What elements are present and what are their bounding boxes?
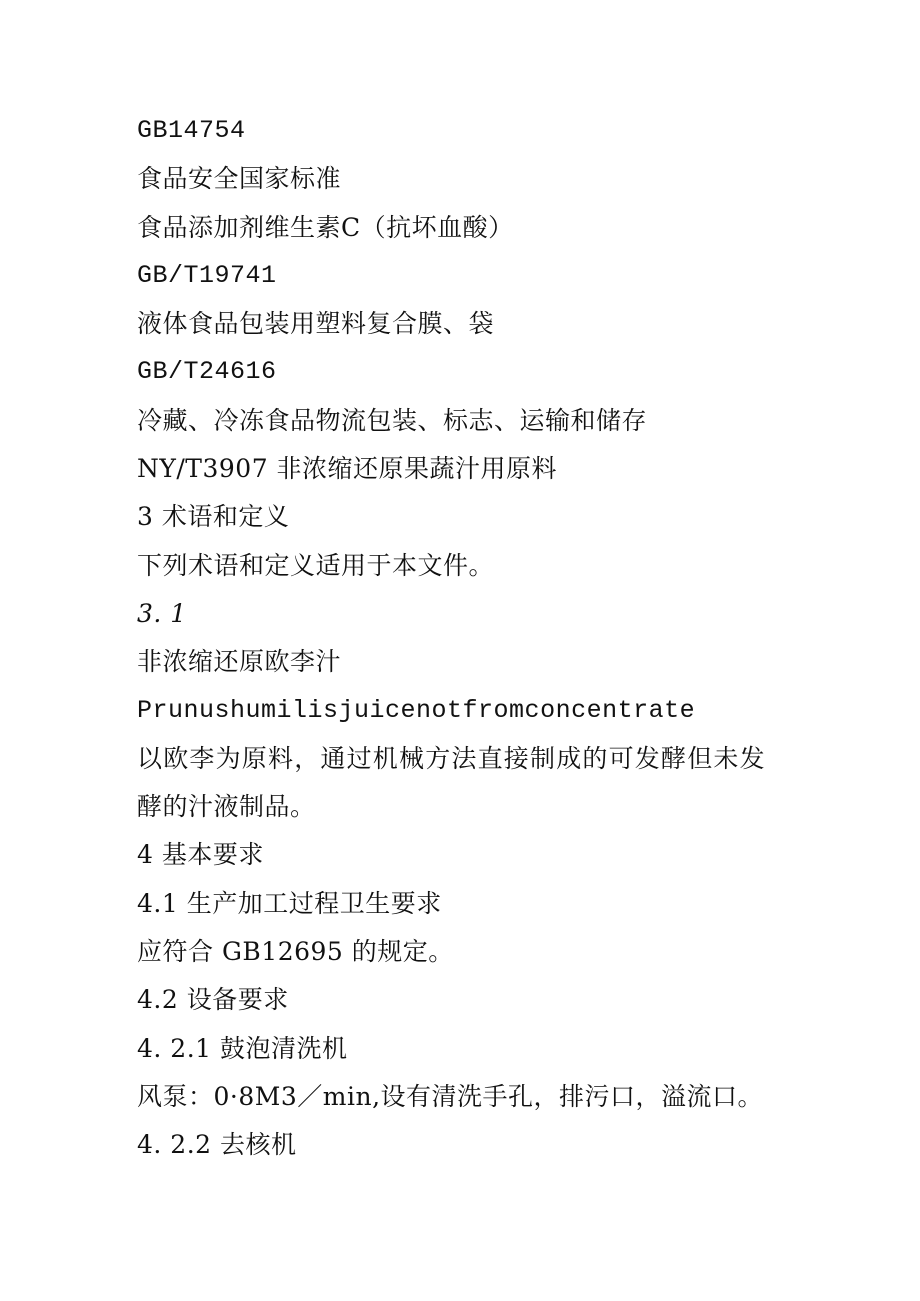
clause-4-2-1-text: 风泵：0·8M3／min,设有清洗手孔，排污口，溢流口。: [137, 1081, 764, 1111]
term-chinese: 非浓缩还原欧李汁: [137, 647, 342, 677]
clause-4-1-text: 应符合 GB12695 的规定。: [137, 937, 454, 967]
clause-heading-4-2-1: 4. 2.1 鼓泡清洗机: [137, 1033, 348, 1063]
standard-code-gb14754: GB14754: [137, 116, 246, 145]
standard-title-cold-chain: 冷藏、冷冻食品物流包装、标志、运输和储存: [137, 405, 648, 435]
standard-code-gbt24616: GB/T24616: [137, 357, 277, 387]
clause-heading-4-1: 4.1 生产加工过程卫生要求: [137, 888, 442, 918]
document-body: [137, 112, 817, 1175]
standard-code-gbt19741: GB/T19741: [137, 260, 277, 290]
term-definition-line-2: 酵的汁液制品。: [137, 792, 316, 822]
clause-heading-4-2: 4.2 设备要求: [137, 985, 289, 1015]
clause-number-3-1: 3. 1: [137, 598, 187, 628]
section-heading-3: 3 术语和定义: [137, 502, 290, 532]
standard-nyt3907: NY/T3907 非浓缩还原果蔬汁用原料: [137, 454, 558, 484]
standard-title-packaging-film: 液体食品包装用塑料复合膜、袋: [137, 309, 495, 339]
term-definition-line-1: 以欧李为原料，通过机械方法直接制成的可发酵但未发: [137, 743, 766, 773]
standard-title-food-safety: 食品安全国家标准: [137, 164, 342, 194]
section-heading-4: 4 基本要求: [137, 840, 264, 870]
section-3-intro: 下列术语和定义适用于本文件。: [137, 550, 495, 580]
standard-title-vitamin-c: 食品添加剂维生素C（抗坏血酸）: [137, 212, 514, 242]
term-english: Prunushumilisjuicenotfromconcentrate: [137, 695, 696, 725]
clause-heading-4-2-2: 4. 2.2 去核机: [137, 1130, 297, 1160]
